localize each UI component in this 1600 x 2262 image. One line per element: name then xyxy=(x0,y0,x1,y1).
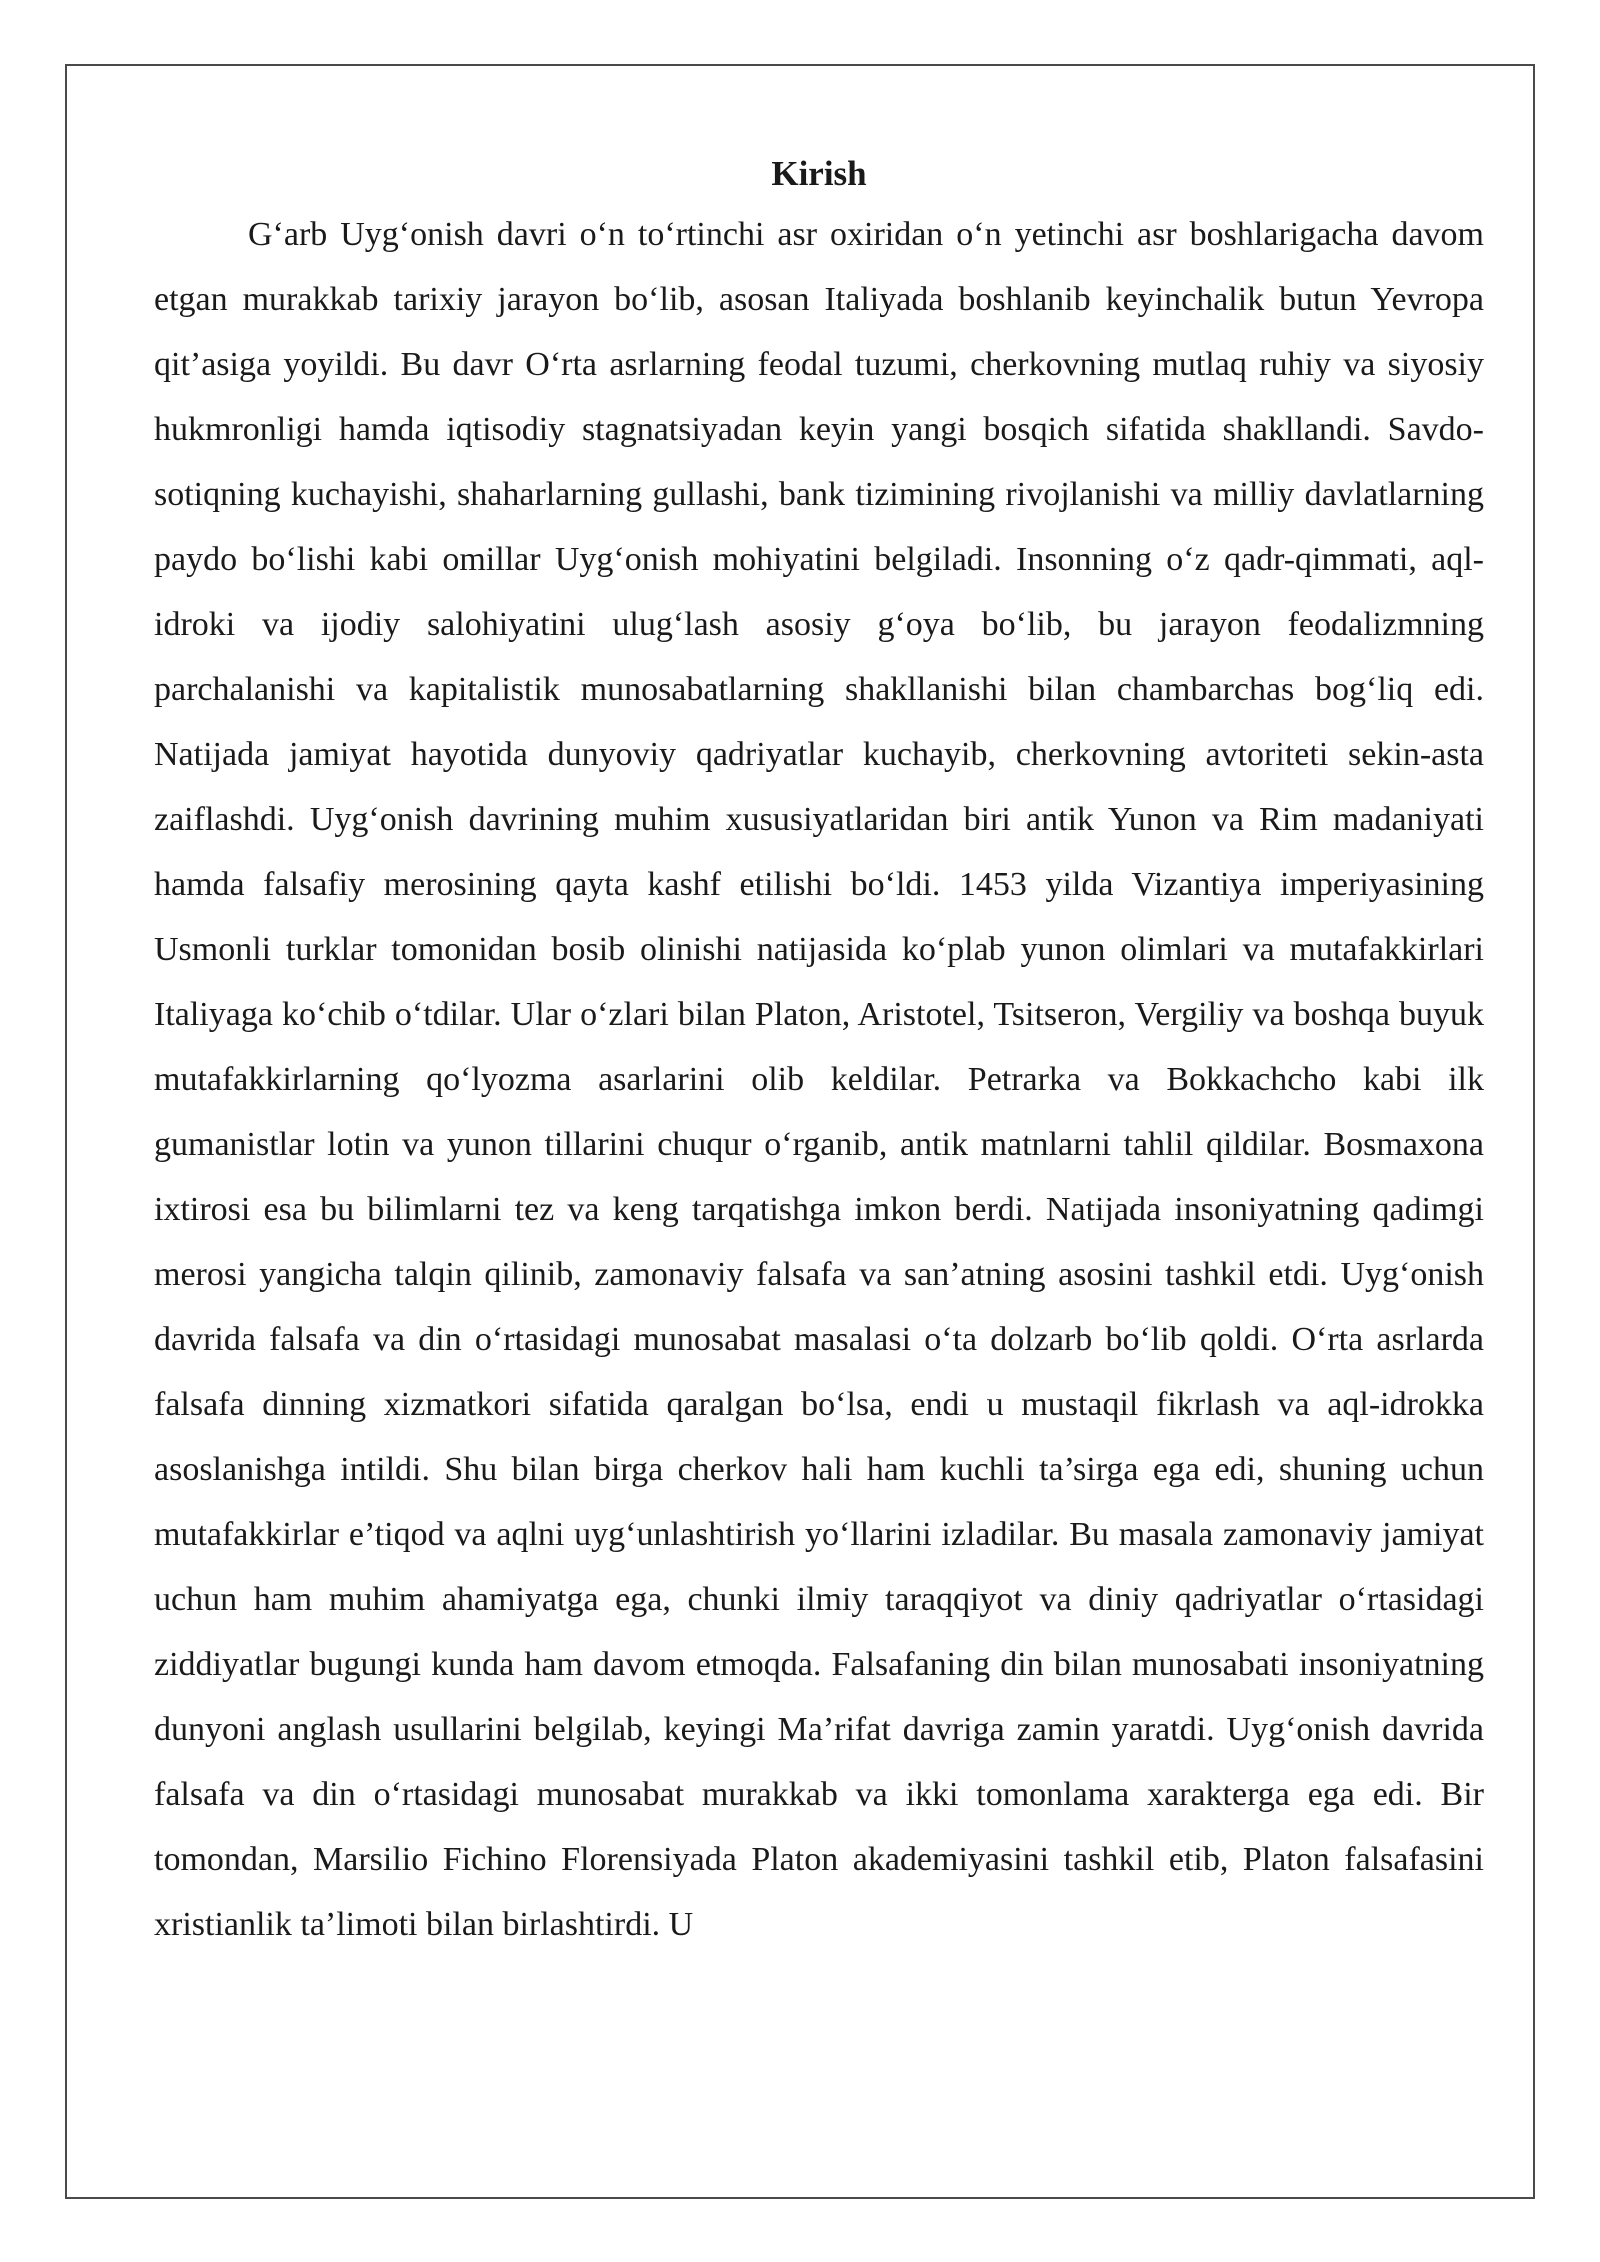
document-content xyxy=(154,146,1484,1957)
body-paragraph: G‘arb Uyg‘onish davri o‘n to‘rtinchi asr oxiridan o‘n yetinchi asr boshlarigacha davom etgan murakkab tarixiy jarayon bo‘lib, asosan Italiyada boshlanib keyinchalik butun Yevropa qit’asiga yoyildi. Bu davr O‘rta asrlarning feodal tuzumi, cherkovning mutlaq ruhiy va siyosiy hukmronligi hamda iqtisodiy stagnatsiyadan keyin yangi bosqich sifatida shakllandi. Savdo-sotiqning kuchayishi, shaharlarning gullashi, bank tizimining rivojlanishi va milliy davlatlarning paydo bo‘lishi kabi omillar Uyg‘onish mohiyatini belgiladi. Insonning o‘z qadr-qimmati, aql-idroki va ijodiy salohiyatini ulug‘lash asosiy g‘oya bo‘lib, bu jarayon feodalizmning parchalanishi va kapitalistik munosabatlarning shakllanishi bilan chambarchas bog‘liq edi. Natijada jamiyat hayotida dunyoviy qadriyatlar kuchayib, cherkovning avtoriteti sekin-asta zaiflashdi. Uyg‘onish davrining muhim xususiyatlaridan biri antik Yunon va Rim madaniyati hamda falsafiy merosining qayta kashf etilishi bo‘ldi. 1453 yilda Vizantiya imperiyasining Usmonli turklar tomonidan bosib olinishi natijasida ko‘plab yunon olimlari va mutafakkirlari Italiyaga ko‘chib o‘tdilar. Ular o‘zlari bilan Platon, Aristotel, Tsitseron, Vergiliy va boshqa buyuk mutafakkirlarning qo‘lyozma asarlarini olib keldilar. Petrarka va Bokkachcho kabi ilk gumanistlar lotin va yunon tillarini chuqur o‘rganib, antik matnlarni tahlil qildilar. Bosmaxona ixtirosi esa bu bilimlarni tez va keng tarqatishga imkon berdi. Natijada insoniyatning qadimgi merosi yangicha talqin qilinib, zamonaviy falsafa va san’atning asosini tashkil etdi. Uyg‘onish davrida falsafa va din o‘rtasidagi munosabat masalasi o‘ta dolzarb bo‘lib qoldi. O‘rta asrlarda falsafa dinning xizmatkori sifatida qaralgan bo‘lsa, endi u mustaqil fikrlash va aql-idrokka asoslanishga intildi. Shu bilan birga cherkov hali ham kuchli ta’sirga ega edi, shuning uchun mutafakkirlar e’tiqod va aqlni uyg‘unlashtirish yo‘llarini izladilar. Bu masala zamonaviy jamiyat uchun ham muhim ahamiyatga ega, chunki ilmiy taraqqiyot va diniy qadriyatlar o‘rtasidagi ziddiyatlar bugungi kunda ham davom etmoqda. Falsafaning din bilan munosabati insoniyatning dunyoni anglash usullarini belgilab, keyingi Ma’rifat davriga zamin yaratdi. Uyg‘onish davrida falsafa va din o‘rtasidagi munosabat murakkab va ikki tomonlama xarakterga ega edi. Bir tomondan, Marsilio Fichino Florensiyada Platon akademiyasini tashkil etib, Platon falsafasini xristianlik ta’limoti bilan birlashtirdi. U xyxy=(154,216,1484,1943)
document-title: Kirish xyxy=(771,154,867,193)
